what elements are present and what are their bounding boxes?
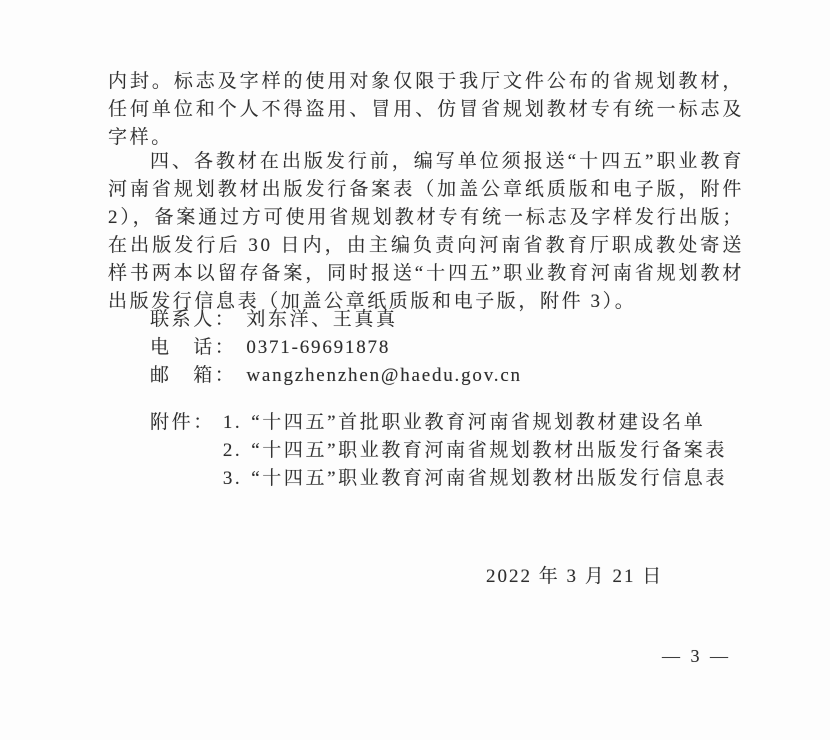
- attachment-item-number: 1.: [222, 412, 243, 433]
- document-date: 2022 年 3 月 21 日: [486, 566, 664, 587]
- attachment-item-number: 3.: [222, 468, 243, 489]
- contact-phone-label: 电 话：: [150, 337, 237, 358]
- attachments-label: 附件：: [150, 412, 215, 433]
- contact-block: [150, 306, 522, 390]
- attachment-item-title: “十四五”职业教育河南省规划教材出版发行信息表: [251, 468, 727, 489]
- attachment-item: [223, 409, 727, 437]
- attachments-list: [223, 409, 727, 493]
- contact-person-row: [150, 306, 522, 334]
- contact-person-label: 联系人：: [150, 309, 237, 330]
- contact-phone-row: [150, 334, 522, 362]
- paragraph-continuation: 内封。标志及字样的使用对象仅限于我厅文件公布的省规划教材，任何单位和个人不得盗用、冒用、仿冒省规划教材专有统一标志及字样。: [108, 71, 744, 148]
- attachment-item-number: 2.: [222, 440, 243, 461]
- page-number: — 3 —: [662, 646, 731, 666]
- attachment-item-title: “十四五”首批职业教育河南省规划教材建设名单: [251, 412, 706, 433]
- contact-phone-value: 0371-69691878: [246, 337, 391, 358]
- contact-person-value: 刘东洋、王真真: [246, 309, 398, 330]
- paragraph-item-four: 四、各教材在出版发行前，编写单位须报送“十四五”职业教育河南省规划教材出版发行备案表（加盖公章纸质版和电子版，附件 2），备案通过方可使用省规划教材专有统一标志及字样发行出版；在出版发行后 30 日内，由主编负责向河南省教育厅职成教处寄送样书两本以留存备案，同时报送“十四五”职业教育河南省规划教材出版发行信息表（加盖公章纸质版和电子版，附件 3）。: [108, 151, 744, 312]
- contact-email-label: 邮 箱：: [150, 365, 237, 386]
- attachments-block: [150, 409, 727, 493]
- contact-email-row: [150, 362, 522, 390]
- attachment-item: [223, 465, 727, 493]
- attachment-item-title: “十四五”职业教育河南省规划教材出版发行备案表: [251, 440, 727, 461]
- contact-email-value: wangzhenzhen@haedu.gov.cn: [246, 365, 522, 386]
- attachment-item: [223, 437, 727, 465]
